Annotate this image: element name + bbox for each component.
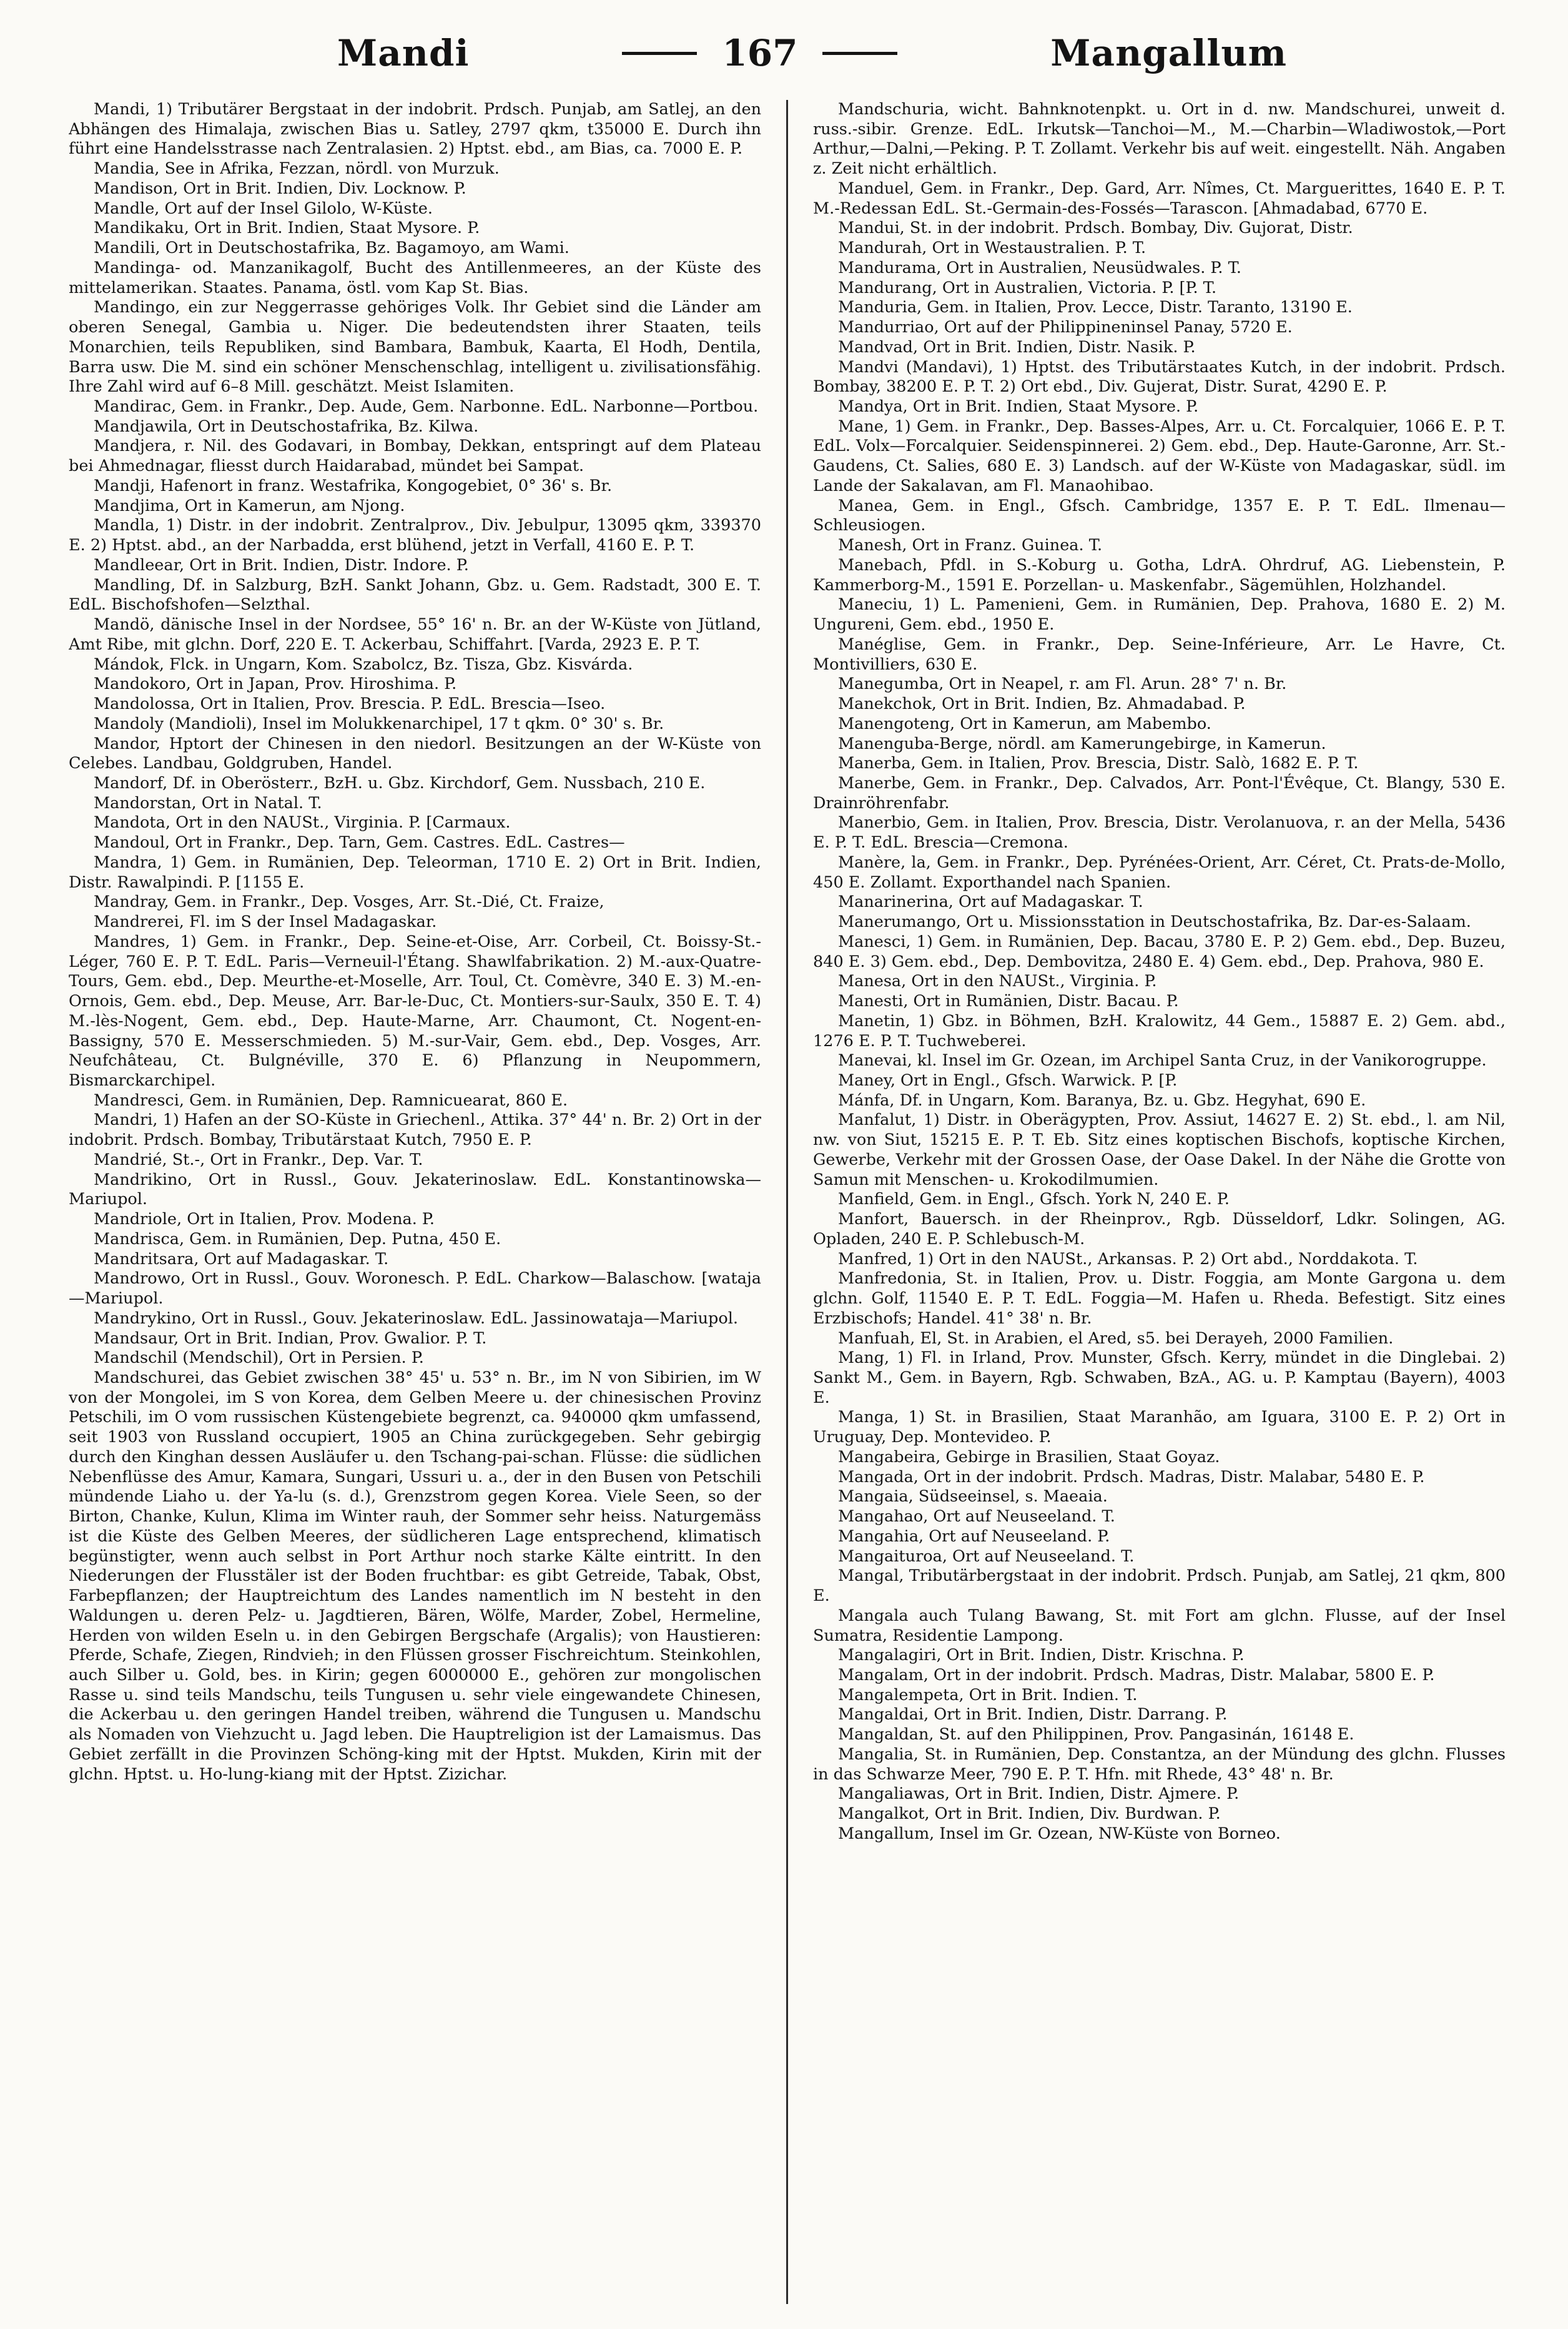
dictionary-entry: Mandjera, r. Nil. des Godavari, in Bombay, Dekkan, entspringt auf dem Plateau bei Ahmednagar, fliesst durch Haidarabad, mündet bei Sampat.	[69, 437, 761, 476]
dictionary-entry: Manetin, 1) Gbz. in Böhmen, BzH. Kralowitz, 44 Gem., 15887 E. 2) Gem. abd., 1276 E. P. T. Tuchweberei.	[813, 1011, 1506, 1051]
dictionary-entry: Mandvad, Ort in Brit. Indien, Distr. Nasik. P.	[838, 337, 1196, 357]
dictionary-entry: Manfuah, El, St. in Arabien, el Ared, s5. bei Derayeh, 2000 Familien.	[838, 1328, 1394, 1348]
dictionary-entry: Mangaldai, Ort in Brit. Indien, Distr. Darrang. P.	[838, 1705, 1228, 1724]
text-columns	[69, 100, 1506, 2304]
dictionary-entry: Manea, Gem. in Engl., Gfsch. Cambridge, 1357 E. P. T. EdL. Ilmenau—Schleusiogen.	[813, 496, 1506, 535]
left-column	[69, 100, 761, 2304]
dictionary-entry: Mandurang, Ort in Australien, Victoria. P. [P. T.	[838, 278, 1217, 297]
dictionary-entry: Mangahao, Ort auf Neuseeland. T.	[838, 1507, 1115, 1526]
dictionary-entry: Mandschuria, wicht. Bahnknotenpkt. u. Ort in d. nw. Mandschurei, unweit d. russ.-sibir. Grenze. EdL. Irkutsk—Tanchoi—M., M.—Charbin—Wladiwostok,—Port Arthur,—Dalni,—Peking. P. T. Zollamt. Verkehr bis auf weit. eingestellt. Näh. Angaben z. Zeit nicht erhältlich.	[813, 100, 1506, 179]
dictionary-entry: Mandji, Hafenort in franz. Westafrika, Kongogebiet, 0° 36' s. Br.	[94, 476, 613, 495]
dictionary-entry: Mandirac, Gem. in Frankr., Dep. Aude, Gem. Narbonne. EdL. Narbonne—Portbou.	[94, 397, 759, 417]
header-right-word: Mangallum	[1050, 32, 1287, 74]
dictionary-entry: Manerbe, Gem. in Frankr., Dep. Calvados, Arr. Pont-l'Évêque, Ct. Blangy, 530 E. Drainröhrenfabr.	[813, 773, 1506, 813]
dictionary-entry: Manfield, Gem. in Engl., Gfsch. York N, 240 E. P.	[838, 1190, 1230, 1209]
dictionary-entry: Mándok, Flck. in Ungarn, Kom. Szabolcz, Bz. Tisza, Gbz. Kisvárda.	[94, 655, 633, 674]
dictionary-entry: Mandikaku, Ort in Brit. Indien, Staat Mysore. P.	[94, 219, 480, 238]
dictionary-entry: Mandres, 1) Gem. in Frankr., Dep. Seine-et-Oise, Arr. Corbeil, Ct. Boissy-St.-Léger, 760 E. P. T. EdL. Paris—Verneuil-l'Étang. Shawlfabrikation. 2) M.-aux-Quatre-Tours, Gem. ebd., Dep. Meurthe-et-Moselle, Arr. Toul, Ct. Comèvre, 340 E. 3) M.-en-Ornois, Gem. ebd., Dep. Meuse, Arr. Bar-le-Duc, Ct. Montiers-sur-Saulx, 350 E. T. 4) M.-lès-Nogent, Gem. ebd., Dep. Haute-Marne, Arr. Chaumont, Ct. Nogent-en-Bassigny, 570 E. Messerschmieden. 5) M.-sur-Vair, Gem. ebd., Dep. Vosges, Arr. Neufchâteau, Ct. Bulgnéville, 370 E. 6) Pflanzung in Neupommern, Bismarckarchipel.	[69, 932, 761, 1090]
dictionary-entry: Mandoly (Mandioli), Insel im Molukkenarchipel, 17 t qkm. 0° 30' s. Br.	[94, 714, 664, 733]
dictionary-entry: Mandö, dänische Insel in der Nordsee, 55° 16' n. Br. an der W-Küste von Jütland, Amt Ribe, mit glchn. Dorf, 220 E. T. Ackerbau, Schiffahrt. [Varda, 2923 E. P. T.	[69, 615, 761, 654]
dictionary-entry: Mandri, 1) Hafen an der SO-Küste in Griechenl., Attika. 37° 44' n. Br. 2) Ort in der indobrit. Prdsch. Bombay, Tributärstaat Kutch, 7950 E. P.	[69, 1110, 761, 1150]
dictionary-entry: Mangaituroa, Ort auf Neuseeland. T.	[838, 1546, 1135, 1566]
dictionary-entry: Mandriole, Ort in Italien, Prov. Modena. P.	[94, 1210, 435, 1229]
dictionary-entry: Manfred, 1) Ort in den NAUSt., Arkansas. P. 2) Ort abd., Norddakota. T.	[838, 1249, 1418, 1268]
dictionary-entry: Mandschil (Mendschil), Ort in Persien. P.	[94, 1348, 424, 1368]
dictionary-entry: Mandling, Df. in Salzburg, BzH. Sankt Johann, Gbz. u. Gem. Radstadt, 300 E. T. EdL. Bischofshofen—Selzthal.	[69, 575, 761, 615]
dictionary-entry: Mandrié, St.-, Ort in Frankr., Dep. Var. T.	[94, 1150, 423, 1169]
dictionary-entry: Manduria, Gem. in Italien, Prov. Lecce, Distr. Taranto, 13190 E.	[838, 298, 1353, 317]
dictionary-entry: Mandray, Gem. in Frankr., Dep. Vosges, Arr. St.-Dié, Ct. Fraize,	[94, 893, 604, 912]
dictionary-entry: Mandurama, Ort in Australien, Neusüdwales. P. T.	[838, 258, 1242, 277]
dictionary-entry: Mandison, Ort in Brit. Indien, Div. Locknow. P.	[94, 179, 466, 198]
dictionary-entry: Mandor, Hptort der Chinesen in den niedorl. Besitzungen an der W-Küste von Celebes. Landbau, Goldgruben, Handel.	[69, 734, 761, 773]
dictionary-entry: Manesti, Ort in Rumänien, Distr. Bacau. P.	[838, 992, 1179, 1011]
header-dash-right	[822, 52, 897, 55]
dictionary-entry: Manerumango, Ort u. Missionsstation in Deutschostafrika, Bz. Dar-es-Salaam.	[838, 912, 1471, 932]
dictionary-entry: Mandra, 1) Gem. in Rumänien, Dep. Teleorman, 1710 E. 2) Ort in Brit. Indien, Distr. Rawalpindi. P. [1155 E.	[69, 853, 761, 892]
dictionary-entry: Mandurah, Ort in Westaustralien. P. T.	[838, 239, 1146, 258]
dictionary-entry: Mangaldan, St. auf den Philippinen, Prov. Pangasinán, 16148 E.	[838, 1725, 1354, 1744]
dictionary-entry: Mangaliawas, Ort in Brit. Indien, Distr. Ajmere. P.	[838, 1784, 1240, 1804]
dictionary-entry: Mangal, Tributärbergstaat in der indobrit. Prdsch. Punjab, am Satlej, 21 qkm, 800 E.	[813, 1566, 1506, 1606]
dictionary-entry: Maneciu, 1) L. Pamenieni, Gem. in Rumänien, Dep. Prahova, 1680 E. 2) M. Ungureni, Gem. ebd., 1950 E.	[813, 595, 1506, 635]
dictionary-entry: Mandoul, Ort in Frankr., Dep. Tarn, Gem. Castres. EdL. Castres—	[94, 833, 625, 853]
dictionary-entry: Manéglise, Gem. in Frankr., Dep. Seine-Inférieure, Arr. Le Havre, Ct. Montivilliers, 630 E.	[813, 635, 1506, 674]
dictionary-entry: Mandrerei, Fl. im S der Insel Madagaskar.	[94, 912, 437, 932]
dictionary-entry: Mandorstan, Ort in Natal. T.	[94, 793, 322, 813]
dictionary-entry: Manduel, Gem. in Frankr., Dep. Gard, Arr. Nîmes, Ct. Marguerittes, 1640 E. P. T. M.-Redessan EdL. St.-Germain-des-Fossés—Tarascon. [Ahmadabad, 6770 E.	[813, 179, 1506, 218]
dictionary-entry: Manegumba, Ort in Neapel, r. am Fl. Arun. 28° 7' n. Br.	[838, 675, 1287, 694]
dictionary-entry: Mandinga- od. Manzanikagolf, Bucht des Antillenmeeres, an der Küste des mittelamerikan. Staates. Panama, östl. vom Kap St. Bias.	[69, 258, 761, 297]
dictionary-entry: Mandle, Ort auf der Insel Gilolo, W-Küste.	[94, 199, 433, 218]
dictionary-entry: Manga, 1) St. in Brasilien, Staat Maranhão, am Iguara, 3100 E. P. 2) Ort in Uruguay, Dep. Montevideo. P.	[813, 1408, 1506, 1447]
column-divider	[786, 100, 788, 2304]
dictionary-entry: Manerbio, Gem. in Italien, Prov. Brescia, Distr. Verolanuova, r. an der Mella, 5436 E. P. T. EdL. Brescia—Cremona.	[813, 813, 1506, 853]
dictionary-entry: Manfredonia, St. in Italien, Prov. u. Distr. Foggia, am Monte Gargona u. dem glchn. Golf, 11540 E. P. T. EdL. Foggia—M. Hafen u. Rheda. Befestigt. Sitz eines Erzbischofs; Handel. 41° 38' n. Br.	[813, 1269, 1506, 1328]
dictionary-entry: Mandritsara, Ort auf Madagaskar. T.	[94, 1249, 389, 1268]
dictionary-entry: Mánfa, Df. in Ungarn, Kom. Baranya, Bz. u. Gbz. Hegyhat, 690 E.	[838, 1090, 1366, 1110]
dictionary-entry: Manevai, kl. Insel im Gr. Ozean, im Archipel Santa Cruz, in der Vanikorogruppe.	[838, 1051, 1487, 1071]
dictionary-entry: Manère, la, Gem. in Frankr., Dep. Pyrénées-Orient, Arr. Céret, Ct. Prats-de-Mollo, 450 E. Zollamt. Exporthandel nach Spanien.	[813, 853, 1506, 892]
page-number-group	[622, 32, 897, 74]
header-left-word: Mandi	[337, 32, 470, 74]
dictionary-entry: Manesa, Ort in den NAUSt., Virginia. P.	[838, 972, 1157, 991]
dictionary-entry: Mandjawila, Ort in Deutschostafrika, Bz. Kilwa.	[94, 417, 479, 436]
dictionary-entry: Mandschurei, das Gebiet zwischen 38° 45' u. 53° n. Br., im N von Sibirien, im W von der Mongolei, im S von Korea, dem Gelben Meere u. der chinesischen Provinz Petschili, im O vom russischen Küstengebiete begrenzt, ca. 940000 qkm umfassend, seit 1903 von Russland occupiert, 1905 an China zurückgegeben. Sehr gebirgig durch den Kinghan dessen Ausläufer u. den Tschang-pai-schan. Flüsse: die südlichen Nebenflüsse des Amur, Kamara, Sungari, Ussuri u. a., der in den Busen von Petschili mündende Liaho u. der Ya-lu (s. d.), Grenzstrom gegen Korea. Viele Seen, so der Birton, Chanke, Kulun, Klima im Winter rauh, der Sommer sehr heiss. Naturgemäss ist die Küste des Gelben Meeres, der südlicheren Lage entsprechend, klimatisch begünstigter, wenn auch selbst in Port Arthur noch starke Kälte eintritt. In den Niederungen der Flusstäler ist der Boden fruchtbar: es gibt Getreide, Tabak, Obst, Farbepflanzen; der Hauptreichtum des Landes namentlich im N besteht in den Waldungen u. deren Pelz- u. Jagdtieren, Bären, Wölfe, Marder, Zobel, Hermeline, Herden von wilden Eseln u. in den Gebirgen Bergschafe (Argalis); von Haustieren: Pferde, Schafe, Ziegen, Rindvieh; in den Flüssen grosser Fischreichtum. Steinkohlen, auch Silber u. Gold, bes. in Kirin; gegen 6000000 E., gehören zur mongolischen Rasse u. sind teils Mandschu, teils Tungusen u. sehr viele eingewandete Chinesen, die Ackerbau u. den geringen Handel treiben, während die Tungusen u. Mandschu als Nomaden von Viehzucht u. Jagd leben. Die Hauptreligion ist der Lamaismus. Das Gebiet zerfällt in die Provinzen Schöng-king mit der Hptst. Mukden, Kirin mit der glchn. Hptst. u. Ho-lung-kiang mit der Hptst. Zizichar.	[69, 1368, 761, 1784]
dictionary-entry: Mandokoro, Ort in Japan, Prov. Hiroshima. P.	[94, 675, 457, 694]
dictionary-entry: Mangada, Ort in der indobrit. Prdsch. Madras, Distr. Malabar, 5480 E. P.	[838, 1467, 1425, 1486]
dictionary-entry: Mane, 1) Gem. in Frankr., Dep. Basses-Alpes, Arr. u. Ct. Forcalquier, 1066 E. P. T. EdL. Volx—Forcalquier. Seidenspinnerei. 2) Gem. ebd., Dep. Haute-Garonne, Arr. St.-Gaudens, Ct. Salies, 680 E. 3) Landsch. auf der W-Küste von Madagaskar, südl. im Lande der Sakalavan, am Fl. Manaohibao.	[813, 417, 1506, 495]
dictionary-entry: Mangalagiri, Ort in Brit. Indien, Distr. Krischna. P.	[838, 1646, 1245, 1665]
dictionary-entry: Manfort, Bauersch. in der Rheinprov., Rgb. Düsseldorf, Ldkr. Solingen, AG. Opladen, 240 E. P. Schlebusch-M.	[813, 1210, 1506, 1249]
dictionary-entry: Manerba, Gem. in Italien, Prov. Brescia, Distr. Salò, 1682 E. P. T.	[838, 754, 1359, 773]
dictionary-entry: Manebach, Pfdl. in S.-Koburg u. Gotha, LdrA. Ohrdruf, AG. Liebenstein, P. Kammerborg-M., 1591 E. Porzellan- u. Maskenfabr., Sägemühlen, Holzhandel.	[813, 555, 1506, 595]
dictionary-entry: Mandrykino, Ort in Russl., Gouv. Jekaterinoslaw. EdL. Jassinowatajа—Mariupol.	[94, 1308, 738, 1328]
dictionary-entry: Mangalia, St. in Rumänien, Dep. Constantza, an der Mündung des glchn. Flusses in das Schwarze Meer, 790 E. P. T. Hfn. mit Rhede, 43° 48' n. Br.	[813, 1744, 1506, 1784]
dictionary-entry: Mandurriao, Ort auf der Philippineninsel Panay, 5720 E.	[838, 318, 1293, 337]
header-dash-left	[622, 52, 697, 55]
page-number: 167	[722, 32, 798, 74]
dictionary-entry: Mangallum, Insel im Gr. Ozean, NW-Küste von Borneo.	[838, 1824, 1281, 1843]
dictionary-entry: Mangalkot, Ort in Brit. Indien, Div. Burdwan. P.	[838, 1804, 1221, 1824]
dictionary-entry: Mandvi (Mandavi), 1) Hptst. des Tributärstaates Kutch, in der indobrit. Prdsch. Bombay, 38200 E. P. T. 2) Ort ebd., Div. Gujerat, Distr. Surat, 4290 E. P.	[813, 357, 1506, 397]
dictionary-entry: Mandla, 1) Distr. in der indobrit. Zentralprov., Div. Jebulpur, 13095 qkm, 339370 E. 2) Hptst. abd., an der Narbadda, erst blühend, jetzt in Verfall, 4160 E. P. T.	[69, 516, 761, 555]
dictionary-entry: Mandsaur, Ort in Brit. Indian, Prov. Gwalior. P. T.	[94, 1328, 487, 1348]
dictionary-entry: Mandia, See in Afrika, Fezzan, nördl. von Murzuk.	[94, 159, 500, 179]
dictionary-entry: Mandui, St. in der indobrit. Prdsch. Bombay, Div. Gujorat, Distr.	[838, 219, 1353, 238]
dictionary-entry: Mangahia, Ort auf Neuseeland. P.	[838, 1526, 1110, 1546]
running-header	[75, 25, 1493, 81]
dictionary-entry: Mangabeira, Gebirge in Brasilien, Staat Goyaz.	[838, 1447, 1220, 1466]
dictionary-entry: Mandorf, Df. in Oberösterr., BzH. u. Gbz. Kirchdorf, Gem. Nussbach, 210 E.	[94, 773, 706, 793]
dictionary-entry: Mandota, Ort in den NAUSt., Virginia. P. [Carmaux.	[94, 813, 511, 833]
dictionary-entry: Mangalam, Ort in der indobrit. Prdsch. Madras, Distr. Malabar, 5800 E. P.	[838, 1666, 1435, 1685]
dictionary-entry: Mandrowo, Ort in Russl., Gouv. Woronesch. P. EdL. Charkow—Balaschow. [watajа—Mariupol.	[69, 1269, 761, 1308]
right-column	[813, 100, 1506, 2304]
dictionary-entry: Mandingo, ein zur Neggerrasse gehöriges Volk. Ihr Gebiet sind die Länder am oberen Senegal, Gambia u. Niger. Die bedeutendsten ihrer Staaten, teils Monarchien, teils Republiken, sind Bambara, Bambuk, Kaarta, El Hodh, Dentila, Barra usw. Die M. sind ein schöner Menschenschlag, intelligent u. zivilisationsfähig. Ihre Zahl wird auf 6–8 Mill. geschätzt. Meist Islamiten.	[69, 298, 761, 397]
dictionary-entry: Manenguba-Berge, nördl. am Kamerungebirge, in Kamerun.	[838, 734, 1326, 753]
dictionary-entry: Mandi, 1) Tributärer Bergstaat in der indobrit. Prdsch. Punjab, am Satlej, an den Abhängen des Himalaja, zwischen Bias u. Satley, 2797 qkm, t35000 E. Durch ihn führt eine Handelsstrasse nach Zentralasien. 2) Hptst. ebd., am Bias, ca. 7000 E. P.	[69, 100, 761, 159]
dictionary-entry: Mangaia, Südseeinsel, s. Maeaia.	[838, 1487, 1108, 1506]
dictionary-entry: Manfalut, 1) Distr. in Oberägypten, Prov. Assiut, 14627 E. 2) St. ebd., l. am Nil, nw. von Siut, 15215 E. P. T. Eb. Sitz eines koptischen Bischofs, koptische Kirchen, Gewerbe, Verkehr mit der Grossen Oase, der Oase Dakel. In der Nähe die Grotte von Samun mit Menschen- u. Krokodilmumien.	[813, 1110, 1506, 1189]
dictionary-entry: Mandrisca, Gem. in Rumänien, Dep. Putna, 450 E.	[94, 1229, 501, 1249]
dictionary-entry: Manekchok, Ort in Brit. Indien, Bz. Ahmadabad. P.	[838, 695, 1246, 714]
dictionary-entry: Mandleear, Ort in Brit. Indien, Distr. Indore. P.	[94, 555, 469, 575]
dictionary-entry: Mandrikino, Ort in Russl., Gouv. Jekaterinoslaw. EdL. Konstantinowska—Mariupol.	[69, 1170, 761, 1209]
dictionary-entry: Mang, 1) Fl. in Irland, Prov. Munster, Gfsch. Kerry, mündet in die Dinglebai. 2) Sankt M., Gem. in Bayern, Rgb. Schwaben, BzA., AG. u. P. Kamptau (Bayern), 4003 E.	[813, 1348, 1506, 1407]
dictionary-entry: Manesci, 1) Gem. in Rumänien, Dep. Bacau, 3780 E. P. 2) Gem. ebd., Dep. Buzeu, 840 E. 3) Gem. ebd., Dep. Dembovitza, 2480 E. 4) Gem. ebd., Dep. Prahova, 980 E.	[813, 932, 1506, 971]
dictionary-entry: Maney, Ort in Engl., Gfsch. Warwick. P. [P.	[838, 1071, 1178, 1090]
dictionary-entry: Mandjima, Ort in Kamerun, am Njong.	[94, 496, 405, 515]
dictionary-entry: Mangala auch Tulang Bawang, St. mit Fort am glchn. Flusse, auf der Insel Sumatra, Residentie Lampong.	[813, 1606, 1506, 1645]
dictionary-entry: Manesh, Ort in Franz. Guinea. T.	[838, 536, 1103, 555]
dictionary-entry: Manarinerina, Ort auf Madagaskar. T.	[838, 893, 1143, 912]
dictionary-entry: Mandresci, Gem. in Rumänien, Dep. Ramnicuearat, 860 E.	[94, 1090, 568, 1110]
dictionary-entry: Manengoteng, Ort in Kamerun, am Mabembo.	[838, 714, 1211, 733]
dictionary-entry: Mandya, Ort in Brit. Indien, Staat Mysore. P.	[838, 397, 1199, 417]
dictionary-entry: Mandolossa, Ort in Italien, Prov. Brescia. P. EdL. Brescia—Iseo.	[94, 695, 606, 714]
dictionary-entry: Mangalempeta, Ort in Brit. Indien. T.	[838, 1685, 1138, 1704]
dictionary-entry: Mandili, Ort in Deutschostafrika, Bz. Bagamoyo, am Wami.	[94, 239, 570, 258]
